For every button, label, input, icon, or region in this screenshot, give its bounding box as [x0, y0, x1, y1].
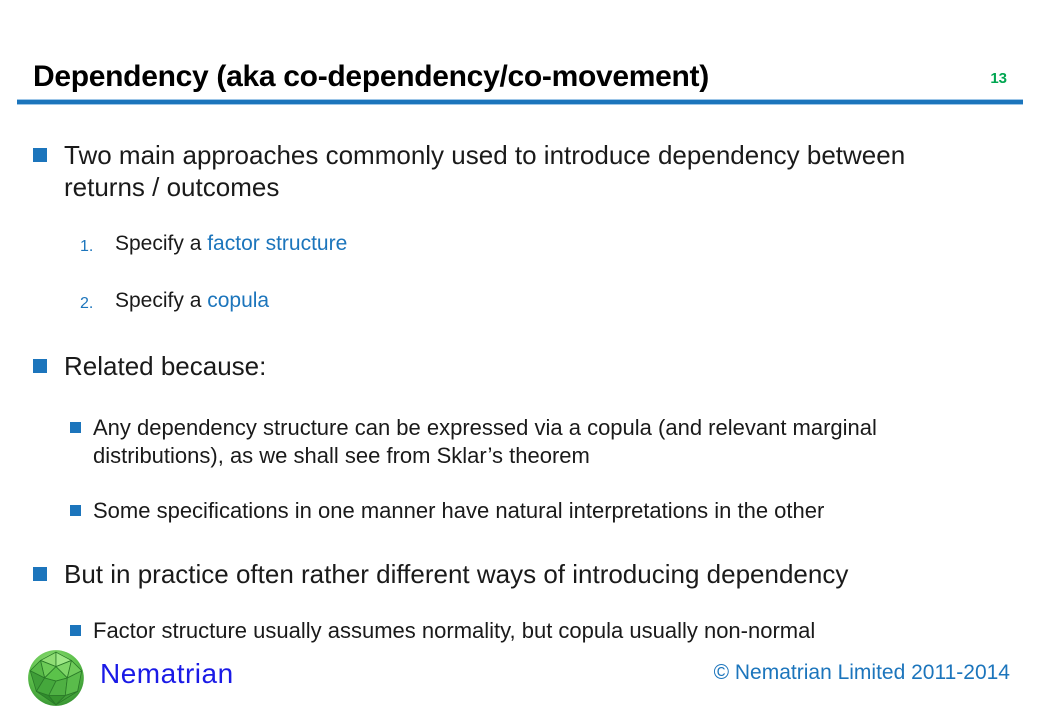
numbered-item-copula — [0, 288, 1040, 317]
copula-link[interactable]: copula — [207, 289, 270, 312]
bullet-text: Related because: — [64, 351, 267, 381]
numbered-item-text — [115, 288, 269, 314]
numbered-item-prefix: Specify a — [115, 289, 208, 312]
sub-bullet-item-normality — [0, 617, 1040, 645]
slide-body — [0, 106, 1040, 645]
bullet-text: But in practice often rather different ways of introducing dependency — [64, 559, 849, 589]
bullet-square-icon — [33, 148, 47, 162]
numbered-item-prefix: Specify a — [115, 232, 208, 255]
bullet-text: Two main approaches commonly used to introduce dependency between returns / outcomes — [64, 140, 906, 202]
sub-bullet-text: Some specifications in one manner have natural interpretations in the other — [93, 498, 825, 523]
list-number: 2. — [80, 295, 94, 312]
numbered-item-factor-structure — [0, 231, 1040, 260]
bullet-square-icon — [70, 625, 81, 636]
sub-bullet-text: Any dependency structure can be expressed via a copula (and relevant marginal distributions), as we shall see from Sklar’s theorem — [93, 415, 877, 468]
bullet-square-icon — [33, 567, 47, 581]
page-number: 13 — [990, 70, 1007, 87]
sub-bullet-item-sklar — [0, 414, 1040, 470]
sub-bullet-item-interpretations — [0, 497, 1040, 525]
bullet-square-icon — [70, 422, 81, 433]
bullet-item-practice — [0, 558, 1040, 590]
copyright-text: © Nematrian Limited 2011-2014 — [713, 661, 1010, 684]
header-rule — [17, 99, 1023, 105]
nematrian-logo-icon — [24, 646, 90, 712]
bullet-square-icon — [33, 359, 47, 373]
bullet-square-icon — [70, 505, 81, 516]
list-number: 1. — [80, 238, 94, 255]
sub-bullet-text: Factor structure usually assumes normality, but copula usually non-normal — [93, 618, 816, 643]
numbered-item-text — [115, 231, 347, 257]
bullet-item-related — [0, 350, 1040, 382]
slide-title: Dependency (aka co-dependency/co-movement) — [33, 60, 709, 93]
factor-structure-link[interactable]: factor structure — [207, 232, 348, 255]
bullet-item-approaches — [0, 139, 1040, 203]
nematrian-logo-text: Nematrian — [100, 658, 234, 689]
